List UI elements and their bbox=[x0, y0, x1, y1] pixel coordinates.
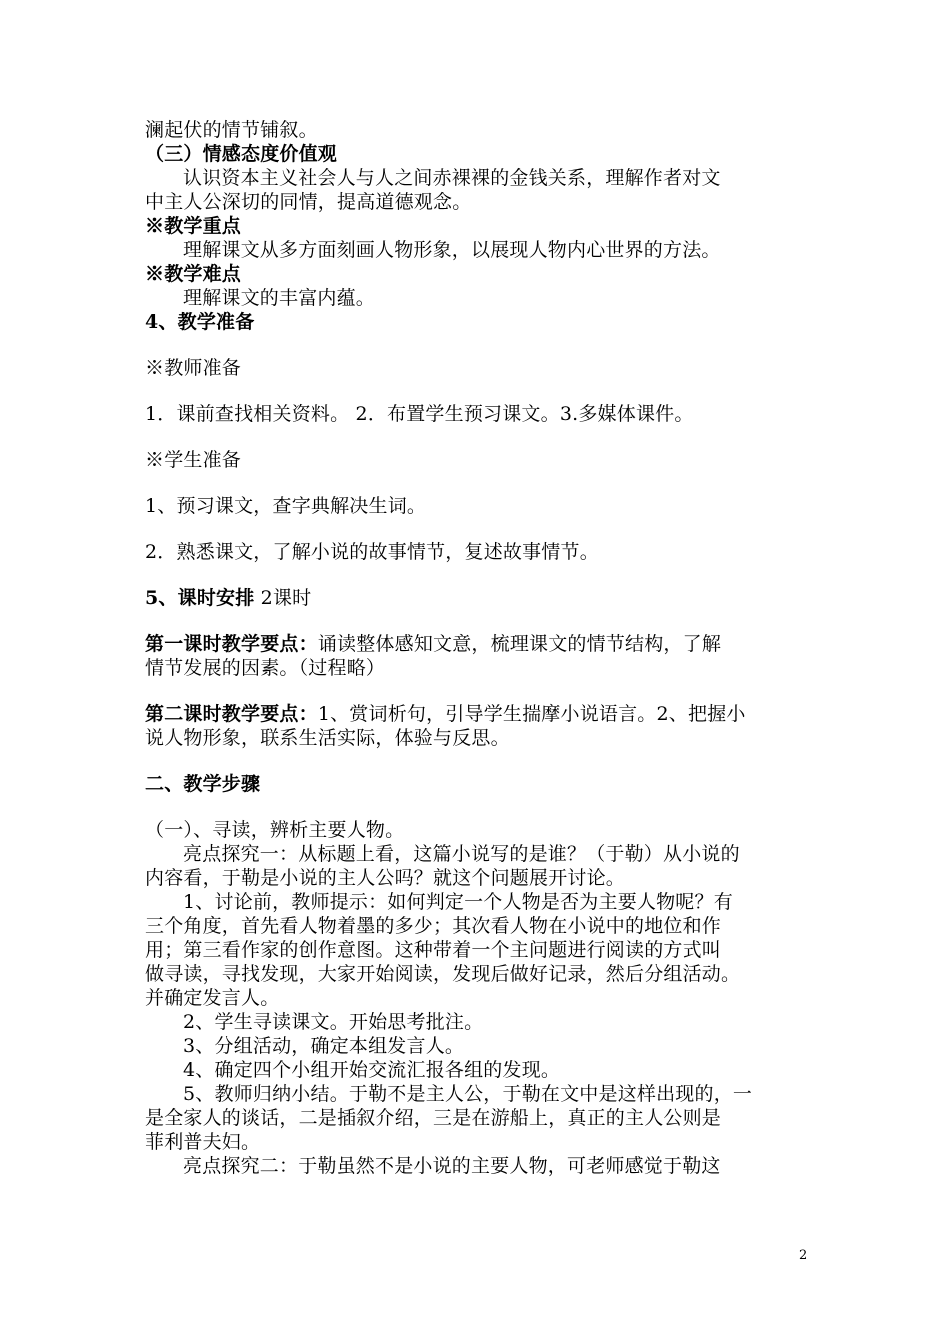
paragraph-line: 三个角度，首先看人物着墨的多少；其次看人物在小说中的地位和作 bbox=[145, 915, 722, 937]
paragraph-line: 2、学生寻读课文。开始思考批注。 bbox=[183, 1011, 484, 1033]
section-heading-steps: 二、教学步骤 bbox=[145, 773, 261, 795]
paragraph-line: 菲利普夫妇。 bbox=[145, 1131, 261, 1153]
student-prep-item: 1、预习课文，查字典解决生词。 bbox=[145, 495, 427, 517]
paragraph-line: 说人物形象，联系生活实际，体验与反思。 bbox=[145, 727, 510, 749]
paragraph-line: 是全家人的谈话，二是插叙介绍，三是在游船上，真正的主人公则是 bbox=[145, 1107, 722, 1129]
teacher-prep-heading: ※教师准备 bbox=[145, 357, 242, 379]
paragraph-line: 5、教师归纳小结。于勒不是主人公，于勒在文中是这样出现的，一 bbox=[183, 1083, 753, 1105]
paragraph-line: 理解课文的丰富内蕴。 bbox=[183, 287, 376, 309]
schedule-line bbox=[145, 586, 810, 610]
step-subheading: （一）、寻读，辨析主要人物。 bbox=[145, 819, 405, 841]
paragraph-line: 情节发展的因素。（过程略） bbox=[145, 657, 386, 679]
section-heading-difficulty: ※教学难点 bbox=[145, 263, 242, 285]
paragraph-line: 3、分组活动，确定本组发言人。 bbox=[183, 1035, 465, 1057]
paragraph-line: 并确定发言人。 bbox=[145, 987, 280, 1009]
paragraph-line: 理解课文从多方面刻画人物形象，以展现人物内心世界的方法。 bbox=[183, 239, 721, 261]
first-lesson-label: 第一课时教学要点： bbox=[145, 633, 318, 655]
section-heading-key-point: ※教学重点 bbox=[145, 215, 242, 237]
second-lesson-text: 1、赏词析句，引导学生揣摩小说语言。2、把握小 bbox=[317, 703, 746, 725]
paragraph-line: 做寻读，寻找发现，大家开始阅读，发现后做好记录，然后分组活动。 bbox=[145, 963, 741, 985]
student-prep-heading: ※学生准备 bbox=[145, 449, 242, 471]
document-body bbox=[145, 118, 810, 1178]
paragraph-line: 4、确定四个小组开始交流汇报各组的发现。 bbox=[183, 1059, 561, 1081]
page-number: 2 bbox=[799, 1248, 808, 1263]
paragraph-line: 内容看，于勒是小说的主人公吗？就这个问题展开讨论。 bbox=[145, 867, 626, 889]
student-prep-item: 2．熟悉课文，了解小说的故事情节，复述故事情节。 bbox=[145, 541, 599, 563]
section-heading-preparation: 4、教学准备 bbox=[145, 311, 255, 333]
first-lesson-line bbox=[145, 632, 810, 656]
schedule-value: 2课时 bbox=[254, 587, 312, 609]
paragraph-line: 用；第三看作家的创作意图。这种带着一个主问题进行阅读的方式叫 bbox=[145, 939, 722, 961]
teacher-prep-items: 1．课前查找相关资料。 2．布置学生预习课文。3.多媒体课件。 bbox=[145, 403, 694, 425]
paragraph-line: 亮点探究二：于勒虽然不是小说的主要人物，可老师感觉于勒这 bbox=[183, 1155, 721, 1177]
first-lesson-text: 诵读整体感知文意，梳理课文的情节结构，了解 bbox=[317, 633, 722, 655]
text-line: 澜起伏的情节铺叙。 bbox=[145, 119, 318, 141]
paragraph-line: 1、讨论前，教师提示：如何判定一个人物是否为主要人物呢？有 bbox=[183, 891, 733, 913]
schedule-heading: 5、课时安排 bbox=[145, 587, 255, 609]
second-lesson-label: 第二课时教学要点： bbox=[145, 703, 318, 725]
paragraph-line: 认识资本主义社会人与人之间赤裸裸的金钱关系，理解作者对文 bbox=[183, 167, 721, 189]
section-heading-emotion: （三）情感态度价值观 bbox=[145, 143, 338, 165]
second-lesson-line bbox=[145, 702, 810, 726]
paragraph-line: 亮点探究一：从标题上看，这篇小说写的是谁？（于勒）从小说的 bbox=[183, 843, 740, 865]
paragraph-line: 中主人公深切的同情，提高道德观念。 bbox=[145, 191, 472, 213]
